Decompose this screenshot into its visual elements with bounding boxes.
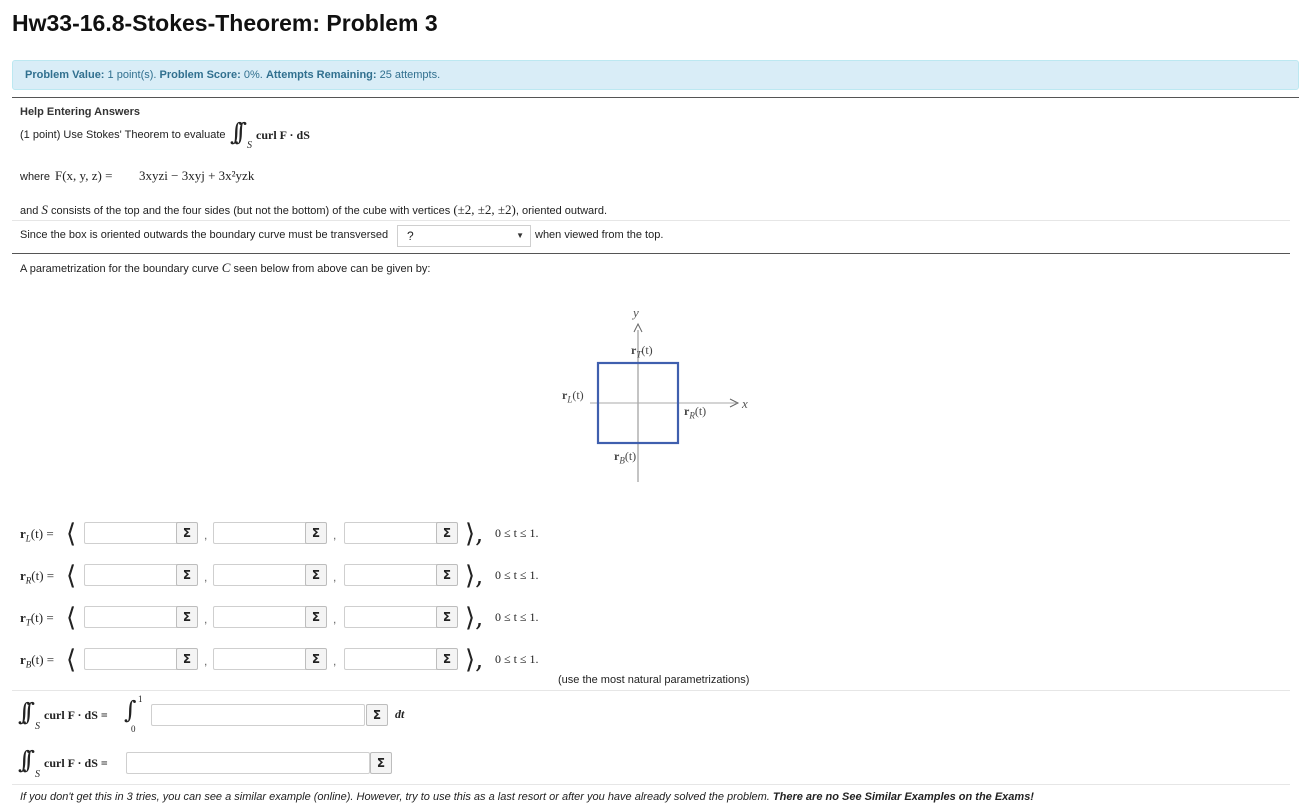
integral-lhs: curl F · dS = <box>44 708 108 722</box>
surface-integral-sign: ∫∫ <box>18 746 28 774</box>
problem-value-text: 1 point(s). <box>107 69 157 81</box>
close-angle-bracket: ⟩, <box>465 603 484 633</box>
field-rhs: 3xyzi − 3xyj + 3x²yzk <box>139 168 255 183</box>
where-text: where <box>20 171 50 183</box>
component-separator: , <box>204 528 208 542</box>
final-answer-input[interactable] <box>126 752 370 774</box>
surface-integral-sign: ∫∫ <box>230 118 240 146</box>
parameter-range: 0 ≤ t ≤ 1. <box>495 526 539 540</box>
divider <box>12 253 1290 254</box>
definite-integral-sign: ∫ <box>124 696 137 724</box>
chevron-down-icon: ▼ <box>516 231 524 240</box>
intro-text: (1 point) Use Stokes' Theorem to evaluate <box>20 129 226 141</box>
row-label: $r_T(t)$ = <box>20 610 54 628</box>
divider <box>12 97 1299 98</box>
parameter-range: 0 ≤ t ≤ 1. <box>495 610 539 624</box>
orientation-selected-value: ? <box>407 229 414 243</box>
equation-editor-button[interactable]: Σ <box>176 564 198 586</box>
footer-note: If you don't get this in 3 tries, you can see a similar example (online). However, try to use this as a last resort or after you have already solved the problem. There are no See Similar Examples on the Exams! <box>20 791 1034 803</box>
component-input-3[interactable] <box>344 606 440 628</box>
equation-editor-button[interactable]: Σ <box>370 752 392 774</box>
component-input-2[interactable] <box>213 564 309 586</box>
integral-subscript-s: S <box>35 721 40 732</box>
equation-editor-button[interactable]: Σ <box>176 648 198 670</box>
help-entering-answers-link[interactable]: Help Entering Answers <box>20 106 141 118</box>
row-label: $r_R(t)$ = <box>20 568 55 586</box>
parameter-range: 0 ≤ t ≤ 1. <box>495 652 539 666</box>
equation-editor-button[interactable]: Σ <box>436 606 458 628</box>
integral-subscript-s: S <box>247 140 252 151</box>
divider-light <box>12 784 1290 785</box>
component-separator: , <box>333 612 337 626</box>
component-separator: , <box>204 570 208 584</box>
close-angle-bracket: ⟩, <box>465 645 484 675</box>
attempts-label: Attempts Remaining: <box>265 69 377 81</box>
parametrization-note: (use the most natural parametrizations) <box>558 674 750 686</box>
page-title: Hw33-16.8-Stokes-Theorem: Problem 3 <box>12 10 438 36</box>
upper-limit: 1 <box>138 694 143 704</box>
component-separator: , <box>204 654 208 668</box>
r-right-label: $r_R(t)$ <box>684 404 707 421</box>
divider-light <box>12 220 1290 221</box>
problem-score-label: Problem Score: <box>159 69 241 81</box>
lower-limit: 0 <box>131 724 136 734</box>
x-axis-label: x <box>742 396 748 411</box>
equation-editor-button[interactable]: Σ <box>305 522 327 544</box>
component-input-1[interactable] <box>84 522 180 544</box>
parameter-range: 0 ≤ t ≤ 1. <box>495 568 539 582</box>
close-angle-bracket: ⟩, <box>465 561 484 591</box>
component-input-2[interactable] <box>213 522 309 544</box>
field-lhs: F(x, y, z) = <box>55 168 113 183</box>
open-angle-bracket: ⟨ <box>66 561 77 591</box>
parametrization-intro: A parametrization for the boundary curve C seen below from above can be given by: <box>20 260 431 275</box>
row-label: $r_L(t)$ = <box>20 526 54 544</box>
open-angle-bracket: ⟨ <box>66 519 77 549</box>
row-label: $r_B(t)$ = <box>20 652 55 670</box>
component-separator: , <box>333 654 337 668</box>
dt-label: dt <box>395 707 405 721</box>
component-input-2[interactable] <box>213 606 309 628</box>
equation-editor-button[interactable]: Σ <box>305 606 327 628</box>
r-top-label: $r_T(t)$ <box>631 343 653 360</box>
surface-integral-sign: ∫∫ <box>18 698 28 726</box>
integral-lhs: curl F · dS = <box>44 756 108 770</box>
equation-editor-button[interactable]: Σ <box>436 522 458 544</box>
r-bottom-label: $r_B(t)$ <box>614 449 637 466</box>
open-angle-bracket: ⟨ <box>66 603 77 633</box>
component-input-3[interactable] <box>344 648 440 670</box>
orientation-text: Since the box is oriented outwards the boundary curve must be transversed <box>20 229 389 241</box>
integrand-answer-input[interactable] <box>151 704 365 726</box>
r-left-label: $r_L(t)$ <box>562 388 584 405</box>
equation-editor-button[interactable]: Σ <box>176 606 198 628</box>
component-separator: , <box>204 612 208 626</box>
problem-info-banner <box>12 60 1299 90</box>
component-input-3[interactable] <box>344 522 440 544</box>
surface-description: and S consists of the top and the four sides (but not the bottom) of the cube with vertices (±2, ±2, ±2), oriented outward. <box>20 202 608 217</box>
integrand: curl F · dS <box>256 128 310 142</box>
equation-editor-button[interactable]: Σ <box>436 648 458 670</box>
problem-score-text: 0%. <box>243 69 263 81</box>
open-angle-bracket: ⟨ <box>66 645 77 675</box>
attempts-text: 25 attempts. <box>379 69 441 81</box>
component-input-1[interactable] <box>84 564 180 586</box>
equation-editor-button[interactable]: Σ <box>176 522 198 544</box>
component-separator: , <box>333 570 337 584</box>
problem-value-label: Problem Value: <box>25 69 105 81</box>
close-angle-bracket: ⟩, <box>465 519 484 549</box>
equation-editor-button[interactable]: Σ <box>305 564 327 586</box>
integral-subscript-s: S <box>35 769 40 780</box>
component-input-1[interactable] <box>84 606 180 628</box>
component-separator: , <box>333 528 337 542</box>
equation-editor-button[interactable]: Σ <box>436 564 458 586</box>
component-input-1[interactable] <box>84 648 180 670</box>
divider-light <box>12 690 1290 691</box>
component-input-2[interactable] <box>213 648 309 670</box>
component-input-3[interactable] <box>344 564 440 586</box>
y-axis-label: y <box>633 305 639 320</box>
equation-editor-button[interactable]: Σ <box>305 648 327 670</box>
equation-editor-button[interactable]: Σ <box>366 704 388 726</box>
orientation-text-after: when viewed from the top. <box>535 229 664 241</box>
orientation-dropdown[interactable] <box>397 225 531 247</box>
